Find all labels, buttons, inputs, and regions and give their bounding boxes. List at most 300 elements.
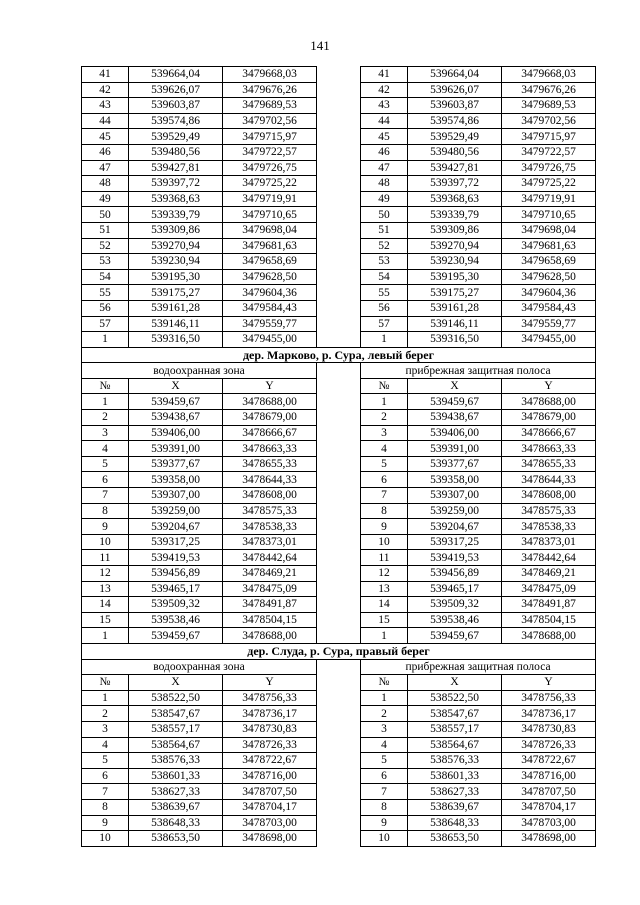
right-y-coordinate: 3479658,69 <box>502 254 596 270</box>
right-point-number: 52 <box>361 238 408 254</box>
right-x-coordinate: 539175,27 <box>408 285 502 301</box>
right-y-coordinate: 3479698,04 <box>502 222 596 238</box>
right-column-header: Y <box>502 675 596 691</box>
column-gap <box>317 207 361 223</box>
left-point-number: 14 <box>82 597 129 613</box>
left-point-number: 7 <box>82 488 129 504</box>
table-row <box>82 82 596 98</box>
left-y-coordinate: 3479726,75 <box>223 160 317 176</box>
table-row <box>82 98 596 114</box>
column-gap <box>317 98 361 114</box>
right-y-coordinate: 3478730,83 <box>502 721 596 737</box>
right-y-coordinate: 3478491,87 <box>502 597 596 613</box>
left-y-coordinate: 3479604,36 <box>223 285 317 301</box>
table-row <box>82 519 596 535</box>
right-point-number: 46 <box>361 144 408 160</box>
column-gap <box>317 799 361 815</box>
column-gap <box>317 410 361 426</box>
right-point-number: 4 <box>361 737 408 753</box>
left-point-number: 3 <box>82 425 129 441</box>
table-row <box>82 129 596 145</box>
left-x-coordinate: 538547,67 <box>129 706 223 722</box>
right-y-coordinate: 3478704,17 <box>502 799 596 815</box>
right-y-coordinate: 3479710,65 <box>502 207 596 223</box>
left-column-header: Y <box>223 675 317 691</box>
left-point-number: 10 <box>82 534 129 550</box>
right-x-coordinate: 539438,67 <box>408 410 502 426</box>
right-x-coordinate: 539529,49 <box>408 129 502 145</box>
left-point-number: 42 <box>82 82 129 98</box>
right-x-coordinate: 538564,67 <box>408 737 502 753</box>
column-gap <box>317 316 361 332</box>
table-row <box>82 160 596 176</box>
right-x-coordinate: 539204,67 <box>408 519 502 535</box>
coordinates-table <box>81 66 596 847</box>
right-y-coordinate: 3479676,26 <box>502 82 596 98</box>
right-point-number: 48 <box>361 176 408 192</box>
table-row <box>82 176 596 192</box>
table-row <box>82 721 596 737</box>
right-y-coordinate: 3478475,09 <box>502 581 596 597</box>
page-number: 141 <box>310 38 330 53</box>
right-x-coordinate: 539509,32 <box>408 597 502 613</box>
left-point-number: 56 <box>82 300 129 316</box>
left-x-coordinate: 539377,67 <box>129 456 223 472</box>
left-column-header: Y <box>223 378 317 394</box>
right-y-coordinate: 3479722,57 <box>502 144 596 160</box>
right-y-coordinate: 3478736,17 <box>502 706 596 722</box>
column-gap <box>317 113 361 129</box>
column-gap <box>317 82 361 98</box>
right-x-coordinate: 538639,67 <box>408 799 502 815</box>
right-point-number: 7 <box>361 784 408 800</box>
right-zone-title: прибрежная защитная полоса <box>361 659 596 675</box>
left-column-header: X <box>129 675 223 691</box>
right-x-coordinate: 539339,79 <box>408 207 502 223</box>
right-point-number: 41 <box>361 67 408 83</box>
right-x-coordinate: 538653,50 <box>408 831 502 847</box>
table-row <box>82 597 596 613</box>
left-x-coordinate: 538557,17 <box>129 721 223 737</box>
left-x-coordinate: 539339,79 <box>129 207 223 223</box>
right-point-number: 1 <box>361 690 408 706</box>
right-point-number: 50 <box>361 207 408 223</box>
right-point-number: 5 <box>361 753 408 769</box>
left-y-coordinate: 3479628,50 <box>223 269 317 285</box>
right-y-coordinate: 3479726,75 <box>502 160 596 176</box>
left-point-number: 10 <box>82 831 129 847</box>
left-y-coordinate: 3478644,33 <box>223 472 317 488</box>
column-gap <box>317 737 361 753</box>
left-x-coordinate: 539368,63 <box>129 191 223 207</box>
right-x-coordinate: 539459,67 <box>408 394 502 410</box>
left-zone-title: водоохранная зона <box>82 363 317 379</box>
right-point-number: 9 <box>361 815 408 831</box>
column-gap <box>317 815 361 831</box>
column-gap <box>317 378 361 394</box>
left-y-coordinate: 3479710,65 <box>223 207 317 223</box>
right-point-number: 1 <box>361 332 408 348</box>
table-row <box>82 706 596 722</box>
section-title: дер. Слуда, р. Сура, правый берег <box>82 643 596 659</box>
right-point-number: 57 <box>361 316 408 332</box>
left-y-coordinate: 3478373,01 <box>223 534 317 550</box>
right-y-coordinate: 3478655,33 <box>502 456 596 472</box>
right-x-coordinate: 539574,86 <box>408 113 502 129</box>
right-point-number: 5 <box>361 456 408 472</box>
zone-title-row <box>82 659 596 675</box>
column-gap <box>317 784 361 800</box>
left-x-coordinate: 539574,86 <box>129 113 223 129</box>
column-gap <box>317 721 361 737</box>
left-y-coordinate: 3479668,03 <box>223 67 317 83</box>
right-point-number: 53 <box>361 254 408 270</box>
left-y-coordinate: 3479676,26 <box>223 82 317 98</box>
right-y-coordinate: 3479719,91 <box>502 191 596 207</box>
left-point-number: 9 <box>82 519 129 535</box>
left-y-coordinate: 3479455,00 <box>223 332 317 348</box>
table-row <box>82 222 596 238</box>
right-x-coordinate: 539427,81 <box>408 160 502 176</box>
left-point-number: 44 <box>82 113 129 129</box>
left-y-coordinate: 3478442,64 <box>223 550 317 566</box>
right-point-number: 10 <box>361 831 408 847</box>
right-y-coordinate: 3478703,00 <box>502 815 596 831</box>
right-y-coordinate: 3478666,67 <box>502 425 596 441</box>
table-row <box>82 67 596 83</box>
column-header-row <box>82 378 596 394</box>
right-point-number: 6 <box>361 472 408 488</box>
column-gap <box>317 503 361 519</box>
left-y-coordinate: 3478716,00 <box>223 768 317 784</box>
column-gap <box>317 238 361 254</box>
column-gap <box>317 768 361 784</box>
left-x-coordinate: 539397,72 <box>129 176 223 192</box>
left-point-number: 54 <box>82 269 129 285</box>
left-x-coordinate: 539538,46 <box>129 612 223 628</box>
right-x-coordinate: 539309,86 <box>408 222 502 238</box>
table-row <box>82 799 596 815</box>
left-y-coordinate: 3478736,17 <box>223 706 317 722</box>
column-gap <box>317 612 361 628</box>
table-row <box>82 207 596 223</box>
left-y-coordinate: 3478666,67 <box>223 425 317 441</box>
right-y-coordinate: 3478644,33 <box>502 472 596 488</box>
right-point-number: 8 <box>361 503 408 519</box>
right-column-header: № <box>361 675 408 691</box>
column-gap <box>317 831 361 847</box>
left-x-coordinate: 538627,33 <box>129 784 223 800</box>
table-row <box>82 815 596 831</box>
column-gap <box>317 753 361 769</box>
left-x-coordinate: 539307,00 <box>129 488 223 504</box>
right-x-coordinate: 538648,33 <box>408 815 502 831</box>
right-point-number: 3 <box>361 425 408 441</box>
right-x-coordinate: 539259,00 <box>408 503 502 519</box>
table-row <box>82 472 596 488</box>
left-y-coordinate: 3479702,56 <box>223 113 317 129</box>
left-x-coordinate: 539317,25 <box>129 534 223 550</box>
left-x-coordinate: 539406,00 <box>129 425 223 441</box>
right-x-coordinate: 539368,63 <box>408 191 502 207</box>
left-x-coordinate: 539438,67 <box>129 410 223 426</box>
left-x-coordinate: 539419,53 <box>129 550 223 566</box>
table-row <box>82 488 596 504</box>
left-x-coordinate: 539270,94 <box>129 238 223 254</box>
left-x-coordinate: 538601,33 <box>129 768 223 784</box>
left-y-coordinate: 3478608,00 <box>223 488 317 504</box>
table-row <box>82 144 596 160</box>
left-point-number: 9 <box>82 815 129 831</box>
table-row <box>82 300 596 316</box>
right-y-coordinate: 3478442,64 <box>502 550 596 566</box>
column-gap <box>317 425 361 441</box>
right-y-coordinate: 3478504,15 <box>502 612 596 628</box>
right-point-number: 6 <box>361 768 408 784</box>
left-y-coordinate: 3478722,67 <box>223 753 317 769</box>
right-x-coordinate: 539195,30 <box>408 269 502 285</box>
section-title-row <box>82 643 596 659</box>
table-row <box>82 550 596 566</box>
right-y-coordinate: 3479559,77 <box>502 316 596 332</box>
right-x-coordinate: 538576,33 <box>408 753 502 769</box>
left-x-coordinate: 539259,00 <box>129 503 223 519</box>
left-x-coordinate: 539175,27 <box>129 285 223 301</box>
left-point-number: 46 <box>82 144 129 160</box>
column-gap <box>317 628 361 644</box>
right-x-coordinate: 539626,07 <box>408 82 502 98</box>
right-x-coordinate: 539664,04 <box>408 67 502 83</box>
column-gap <box>317 488 361 504</box>
left-x-coordinate: 538576,33 <box>129 753 223 769</box>
left-y-coordinate: 3478679,00 <box>223 410 317 426</box>
left-point-number: 1 <box>82 628 129 644</box>
section-title-row <box>82 347 596 363</box>
table-row <box>82 254 596 270</box>
right-x-coordinate: 539603,87 <box>408 98 502 114</box>
left-y-coordinate: 3478756,33 <box>223 690 317 706</box>
table-row <box>82 285 596 301</box>
right-point-number: 56 <box>361 300 408 316</box>
table-row <box>82 316 596 332</box>
right-y-coordinate: 3478716,00 <box>502 768 596 784</box>
left-x-coordinate: 539204,67 <box>129 519 223 535</box>
left-y-coordinate: 3479725,22 <box>223 176 317 192</box>
left-point-number: 48 <box>82 176 129 192</box>
right-point-number: 49 <box>361 191 408 207</box>
right-x-coordinate: 539161,28 <box>408 300 502 316</box>
left-point-number: 1 <box>82 394 129 410</box>
left-x-coordinate: 539480,56 <box>129 144 223 160</box>
right-point-number: 45 <box>361 129 408 145</box>
left-point-number: 51 <box>82 222 129 238</box>
left-point-number: 45 <box>82 129 129 145</box>
left-point-number: 12 <box>82 566 129 582</box>
column-gap <box>317 690 361 706</box>
right-x-coordinate: 539459,67 <box>408 628 502 644</box>
right-point-number: 43 <box>361 98 408 114</box>
table-row <box>82 269 596 285</box>
table-row <box>82 831 596 847</box>
right-x-coordinate: 538601,33 <box>408 768 502 784</box>
left-column-header: № <box>82 675 129 691</box>
right-x-coordinate: 538547,67 <box>408 706 502 722</box>
left-y-coordinate: 3479719,91 <box>223 191 317 207</box>
left-point-number: 53 <box>82 254 129 270</box>
column-gap <box>317 144 361 160</box>
left-x-coordinate: 539358,00 <box>129 472 223 488</box>
right-zone-title: прибрежная защитная полоса <box>361 363 596 379</box>
column-gap <box>317 581 361 597</box>
right-x-coordinate: 538522,50 <box>408 690 502 706</box>
column-gap <box>317 456 361 472</box>
left-x-coordinate: 539161,28 <box>129 300 223 316</box>
left-y-coordinate: 3478688,00 <box>223 394 317 410</box>
left-y-coordinate: 3478655,33 <box>223 456 317 472</box>
table-row <box>82 191 596 207</box>
right-point-number: 44 <box>361 113 408 129</box>
column-gap <box>317 222 361 238</box>
table-row <box>82 566 596 582</box>
column-gap <box>317 566 361 582</box>
right-point-number: 10 <box>361 534 408 550</box>
table-row <box>82 784 596 800</box>
right-y-coordinate: 3478707,50 <box>502 784 596 800</box>
right-x-coordinate: 539391,00 <box>408 441 502 457</box>
left-column-header: X <box>129 378 223 394</box>
column-gap <box>317 191 361 207</box>
right-x-coordinate: 539480,56 <box>408 144 502 160</box>
left-y-coordinate: 3478469,21 <box>223 566 317 582</box>
column-gap <box>317 706 361 722</box>
left-point-number: 49 <box>82 191 129 207</box>
column-gap <box>317 472 361 488</box>
left-y-coordinate: 3479689,53 <box>223 98 317 114</box>
left-y-coordinate: 3478703,00 <box>223 815 317 831</box>
left-x-coordinate: 539603,87 <box>129 98 223 114</box>
column-gap <box>317 67 361 83</box>
right-x-coordinate: 539406,00 <box>408 425 502 441</box>
left-y-coordinate: 3479681,63 <box>223 238 317 254</box>
left-point-number: 11 <box>82 550 129 566</box>
column-gap <box>317 363 361 379</box>
right-x-coordinate: 539397,72 <box>408 176 502 192</box>
table-row <box>82 441 596 457</box>
left-point-number: 2 <box>82 706 129 722</box>
zone-title-row <box>82 363 596 379</box>
left-x-coordinate: 539459,67 <box>129 394 223 410</box>
left-x-coordinate: 539316,50 <box>129 332 223 348</box>
right-y-coordinate: 3478469,21 <box>502 566 596 582</box>
table-row <box>82 238 596 254</box>
section-title: дер. Марково, р. Сура, левый берег <box>82 347 596 363</box>
left-point-number: 2 <box>82 410 129 426</box>
left-point-number: 52 <box>82 238 129 254</box>
right-point-number: 2 <box>361 410 408 426</box>
right-point-number: 2 <box>361 706 408 722</box>
left-point-number: 8 <box>82 799 129 815</box>
table-row <box>82 628 596 644</box>
column-gap <box>317 597 361 613</box>
right-x-coordinate: 539146,11 <box>408 316 502 332</box>
table-row <box>82 503 596 519</box>
left-point-number: 50 <box>82 207 129 223</box>
right-y-coordinate: 3478756,33 <box>502 690 596 706</box>
left-y-coordinate: 3478707,50 <box>223 784 317 800</box>
left-x-coordinate: 538522,50 <box>129 690 223 706</box>
right-y-coordinate: 3478722,67 <box>502 753 596 769</box>
left-point-number: 15 <box>82 612 129 628</box>
left-point-number: 47 <box>82 160 129 176</box>
right-y-coordinate: 3478538,33 <box>502 519 596 535</box>
column-gap <box>317 269 361 285</box>
left-y-coordinate: 3478575,33 <box>223 503 317 519</box>
right-x-coordinate: 539419,53 <box>408 550 502 566</box>
right-y-coordinate: 3478688,00 <box>502 628 596 644</box>
right-x-coordinate: 539307,00 <box>408 488 502 504</box>
right-y-coordinate: 3479668,03 <box>502 67 596 83</box>
right-point-number: 42 <box>361 82 408 98</box>
left-point-number: 43 <box>82 98 129 114</box>
left-point-number: 57 <box>82 316 129 332</box>
left-y-coordinate: 3478663,33 <box>223 441 317 457</box>
right-point-number: 54 <box>361 269 408 285</box>
right-column-header: № <box>361 378 408 394</box>
left-x-coordinate: 539456,89 <box>129 566 223 582</box>
right-point-number: 3 <box>361 721 408 737</box>
column-gap <box>317 534 361 550</box>
left-x-coordinate: 539459,67 <box>129 628 223 644</box>
right-x-coordinate: 539456,89 <box>408 566 502 582</box>
right-y-coordinate: 3478373,01 <box>502 534 596 550</box>
left-zone-title: водоохранная зона <box>82 659 317 675</box>
table-row <box>82 394 596 410</box>
left-y-coordinate: 3478688,00 <box>223 628 317 644</box>
left-y-coordinate: 3479715,97 <box>223 129 317 145</box>
left-point-number: 6 <box>82 472 129 488</box>
left-x-coordinate: 538564,67 <box>129 737 223 753</box>
right-y-coordinate: 3479702,56 <box>502 113 596 129</box>
left-point-number: 1 <box>82 332 129 348</box>
left-x-coordinate: 538639,67 <box>129 799 223 815</box>
left-y-coordinate: 3479658,69 <box>223 254 317 270</box>
left-point-number: 5 <box>82 753 129 769</box>
right-y-coordinate: 3479455,00 <box>502 332 596 348</box>
right-point-number: 11 <box>361 550 408 566</box>
left-point-number: 41 <box>82 67 129 83</box>
right-point-number: 7 <box>361 488 408 504</box>
table-row <box>82 332 596 348</box>
left-x-coordinate: 539664,04 <box>129 67 223 83</box>
right-x-coordinate: 539538,46 <box>408 612 502 628</box>
column-header-row <box>82 675 596 691</box>
right-y-coordinate: 3479725,22 <box>502 176 596 192</box>
column-gap <box>317 254 361 270</box>
left-y-coordinate: 3478491,87 <box>223 597 317 613</box>
column-gap <box>317 519 361 535</box>
left-column-header: № <box>82 378 129 394</box>
left-x-coordinate: 539529,49 <box>129 129 223 145</box>
column-gap <box>317 332 361 348</box>
right-point-number: 1 <box>361 394 408 410</box>
right-point-number: 47 <box>361 160 408 176</box>
left-x-coordinate: 538648,33 <box>129 815 223 831</box>
right-x-coordinate: 538557,17 <box>408 721 502 737</box>
column-gap <box>317 300 361 316</box>
right-x-coordinate: 539230,94 <box>408 254 502 270</box>
left-point-number: 8 <box>82 503 129 519</box>
table-row <box>82 690 596 706</box>
